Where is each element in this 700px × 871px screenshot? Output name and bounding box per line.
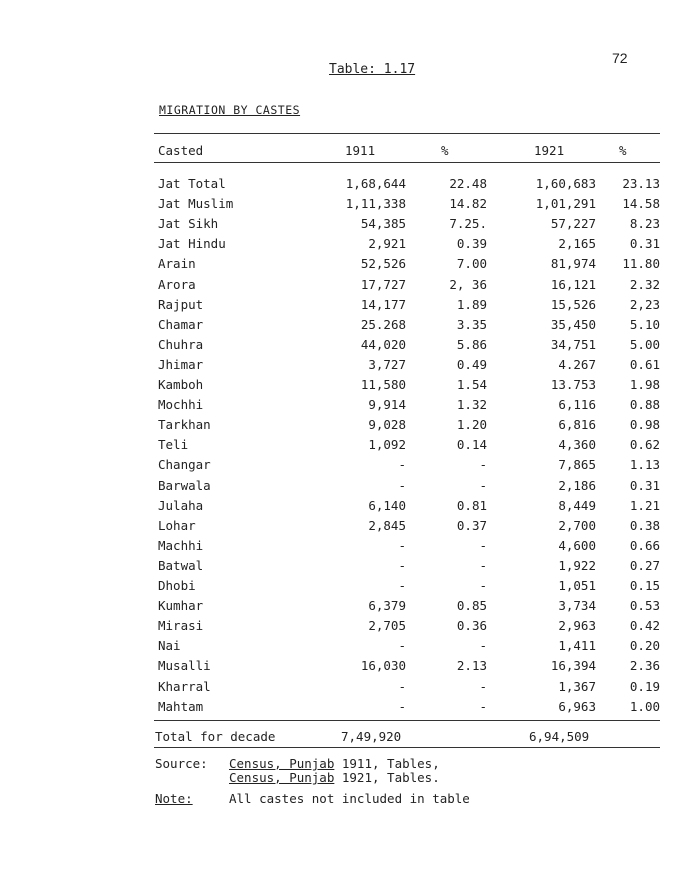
cell-1911: 52,526	[360, 256, 406, 272]
cell-1911: 1,11,338	[345, 196, 406, 212]
cell-percent-1911: 0.81	[456, 497, 487, 513]
cell-1911: -	[398, 698, 406, 714]
cell-1921: 13.753	[550, 377, 596, 392]
cell-1911: 16,030	[360, 658, 406, 674]
cell-caste: Machhi	[158, 537, 204, 553]
page-number: 72	[612, 50, 628, 66]
cell-percent-1911: 1.20	[456, 417, 487, 433]
cell-percent-1911: -	[479, 537, 487, 553]
table-row	[0, 337, 700, 357]
source-line-1	[229, 756, 440, 771]
cell-1921: 4,600	[558, 537, 596, 553]
table-row	[0, 699, 700, 719]
cell-caste: Musalli	[158, 658, 211, 674]
cell-percent-1911: 7.00	[456, 256, 487, 272]
table-row	[0, 578, 700, 598]
cell-caste: Arora	[158, 276, 196, 292]
cell-percent-1921: 0.31	[629, 477, 660, 493]
cell-caste: Mirasi	[158, 618, 204, 634]
cell-percent-1911: -	[479, 477, 487, 493]
cell-1911: -	[398, 477, 406, 493]
body-bottom-rule	[154, 720, 660, 721]
cell-1911: 2,921	[368, 236, 406, 252]
cell-1921: 57,227	[550, 216, 596, 232]
cell-percent-1911: 1.54	[456, 377, 487, 392]
header-1921: 1921	[534, 143, 565, 158]
cell-1911: -	[398, 678, 406, 694]
cell-1921: 16,121	[550, 276, 596, 292]
table-row	[0, 457, 700, 477]
cell-1911: 6,140	[368, 497, 406, 513]
cell-percent-1921: 8.23	[629, 216, 660, 232]
cell-percent-1921: 0.15	[629, 578, 660, 593]
cell-1911: 2,705	[368, 618, 406, 634]
table-row	[0, 377, 700, 397]
cell-percent-1921: 14.58	[622, 196, 660, 212]
cell-caste: Jhimar	[158, 356, 204, 372]
cell-percent-1921: 0.53	[629, 598, 660, 614]
cell-caste: Barwala	[158, 477, 211, 493]
cell-percent-1921: 5.00	[629, 336, 660, 352]
header-1911: 1911	[345, 143, 376, 158]
cell-percent-1911: 0.37	[456, 517, 487, 533]
total-label: Total for decade	[155, 729, 276, 744]
total-bottom-rule	[154, 747, 660, 748]
cell-percent-1911: 14.82	[449, 196, 487, 212]
total-row	[0, 729, 700, 749]
cell-1911: 1,092	[368, 437, 406, 453]
cell-percent-1911: 2, 36	[449, 276, 487, 292]
cell-percent-1921: 0.98	[629, 417, 660, 433]
cell-1911: 6,379	[368, 598, 406, 614]
cell-percent-1911: 7.25.	[449, 216, 487, 232]
cell-1921: 1,60,683	[535, 176, 596, 191]
cell-caste: Jat Hindu	[158, 236, 226, 252]
header-bottom-rule	[154, 162, 660, 163]
cell-caste: Kharral	[158, 678, 211, 694]
cell-1911: 44,020	[360, 336, 406, 352]
cell-caste: Tarkhan	[158, 417, 211, 433]
note-text: All castes not included in table	[229, 791, 470, 806]
table-row	[0, 176, 700, 196]
cell-1921: 6,963	[558, 698, 596, 714]
table-row	[0, 216, 700, 236]
source-label: Source:	[155, 756, 208, 771]
cell-1911: 9,914	[368, 397, 406, 413]
cell-1921: 35,450	[550, 316, 596, 332]
header-caste: Casted	[158, 143, 204, 158]
cell-percent-1921: 23.13	[622, 176, 660, 191]
cell-caste: Rajput	[158, 296, 204, 312]
header-percent-1921: %	[619, 143, 627, 158]
cell-percent-1921: 0.38	[629, 517, 660, 533]
cell-percent-1921: 1.13	[629, 457, 660, 473]
source-ref-2: Census, Punjab	[229, 770, 335, 785]
cell-1921: 8,449	[558, 497, 596, 513]
table-row	[0, 558, 700, 578]
source-rest-1: 1911, Tables,	[334, 756, 440, 771]
cell-percent-1921: 0.20	[629, 638, 660, 654]
cell-1921: 16,394	[550, 658, 596, 674]
cell-caste: Julaha	[158, 497, 204, 513]
cell-percent-1921: 0.42	[629, 618, 660, 634]
cell-caste: Arain	[158, 256, 196, 272]
cell-percent-1911: 0.39	[456, 236, 487, 252]
cell-1921: 1,01,291	[535, 196, 596, 212]
cell-percent-1911: -	[479, 457, 487, 473]
cell-percent-1921: 0.31	[629, 236, 660, 252]
cell-1911: 3,727	[368, 356, 406, 372]
cell-percent-1921: 0.62	[629, 437, 660, 453]
table-row	[0, 196, 700, 216]
cell-percent-1911: 0.49	[456, 356, 487, 372]
header-percent-1911: %	[441, 143, 449, 158]
cell-1911: -	[398, 537, 406, 553]
cell-percent-1911: 0.36	[456, 618, 487, 634]
cell-1921: 1,051	[558, 578, 596, 593]
cell-1911: 54,385	[360, 216, 406, 232]
cell-1911: -	[398, 457, 406, 473]
cell-caste: Batwal	[158, 557, 204, 573]
cell-1921: 1,367	[558, 678, 596, 694]
note-label: Note:	[155, 791, 193, 806]
cell-1921: 4.267	[558, 356, 596, 372]
cell-percent-1911: 0.85	[456, 598, 487, 614]
cell-caste: Kamboh	[158, 377, 204, 392]
source-ref-1: Census, Punjab	[229, 756, 335, 771]
table-row	[0, 417, 700, 437]
table-row	[0, 317, 700, 337]
cell-percent-1911: 5.86	[456, 336, 487, 352]
cell-percent-1911: 1.89	[456, 296, 487, 312]
cell-percent-1921: 1.98	[629, 377, 660, 392]
cell-1911: -	[398, 557, 406, 573]
table-row	[0, 357, 700, 377]
cell-caste: Nai	[158, 638, 181, 654]
cell-percent-1921: 2.32	[629, 276, 660, 292]
cell-1911: 17,727	[360, 276, 406, 292]
cell-caste: Mahtam	[158, 698, 204, 714]
cell-1921: 81,974	[550, 256, 596, 272]
cell-1921: 6,816	[558, 417, 596, 433]
cell-caste: Mochhi	[158, 397, 204, 413]
table-row	[0, 397, 700, 417]
cell-1911: 9,028	[368, 417, 406, 433]
total-1921: 6,94,509	[529, 729, 590, 744]
cell-percent-1921: 0.88	[629, 397, 660, 413]
table-row	[0, 658, 700, 678]
cell-caste: Jat Muslim	[158, 196, 234, 212]
table-row	[0, 598, 700, 618]
cell-1921: 2,963	[558, 618, 596, 634]
source-line-2	[229, 770, 440, 785]
table-row	[0, 638, 700, 658]
cell-1921: 3,734	[558, 598, 596, 614]
cell-percent-1911: -	[479, 678, 487, 694]
table-row	[0, 437, 700, 457]
cell-percent-1921: 0.66	[629, 537, 660, 553]
cell-1921: 1,411	[558, 638, 596, 654]
cell-caste: Jat Total	[158, 176, 226, 191]
table-row	[0, 277, 700, 297]
table-title: Table: 1.17	[329, 62, 416, 77]
cell-caste: Chamar	[158, 316, 204, 332]
cell-caste: Teli	[158, 437, 189, 453]
cell-percent-1921: 2,23	[629, 296, 660, 312]
cell-1921: 2,186	[558, 477, 596, 493]
table-top-rule	[154, 133, 660, 134]
cell-percent-1911: 0.14	[456, 437, 487, 453]
cell-percent-1911: -	[479, 578, 487, 593]
table-row	[0, 297, 700, 317]
cell-percent-1921: 0.27	[629, 557, 660, 573]
cell-percent-1911: -	[479, 557, 487, 573]
cell-1921: 34,751	[550, 336, 596, 352]
total-1911: 7,49,920	[341, 729, 402, 744]
cell-caste: Kumhar	[158, 598, 204, 614]
cell-percent-1921: 0.19	[629, 678, 660, 694]
table-row	[0, 538, 700, 558]
cell-caste: Lohar	[158, 517, 196, 533]
cell-percent-1921: 1.00	[629, 698, 660, 714]
cell-1911: 25.268	[360, 316, 406, 332]
cell-1921: 2,165	[558, 236, 596, 252]
cell-1921: 2,700	[558, 517, 596, 533]
table-row	[0, 679, 700, 699]
table-row	[0, 618, 700, 638]
cell-percent-1911: 1.32	[456, 397, 487, 413]
source-rest-2: 1921, Tables.	[334, 770, 440, 785]
cell-1921: 15,526	[550, 296, 596, 312]
cell-caste: Dhobi	[158, 578, 196, 593]
cell-1911: 1,68,644	[345, 176, 406, 191]
cell-caste: Changar	[158, 457, 211, 473]
cell-1911: 14,177	[360, 296, 406, 312]
cell-caste: Jat Sikh	[158, 216, 219, 232]
cell-1911: -	[398, 638, 406, 654]
table-header	[0, 143, 700, 163]
cell-1921: 1,922	[558, 557, 596, 573]
table-row	[0, 498, 700, 518]
cell-percent-1921: 2.36	[629, 658, 660, 674]
table-row	[0, 518, 700, 538]
table-row	[0, 236, 700, 256]
cell-percent-1921: 0.61	[629, 356, 660, 372]
table-row	[0, 256, 700, 276]
cell-1921: 7,865	[558, 457, 596, 473]
cell-percent-1911: 22.48	[449, 176, 487, 191]
cell-1911: -	[398, 578, 406, 593]
section-heading: MIGRATION BY CASTES	[159, 103, 301, 117]
cell-percent-1921: 1.21	[629, 497, 660, 513]
cell-percent-1911: -	[479, 638, 487, 654]
cell-1921: 6,116	[558, 397, 596, 413]
cell-percent-1921: 5.10	[629, 316, 660, 332]
cell-1911: 11,580	[360, 377, 406, 392]
cell-1921: 4,360	[558, 437, 596, 453]
table-row	[0, 478, 700, 498]
cell-1911: 2,845	[368, 517, 406, 533]
cell-percent-1911: 2.13	[456, 658, 487, 674]
cell-percent-1911: 3.35	[456, 316, 487, 332]
cell-caste: Chuhra	[158, 336, 204, 352]
cell-percent-1921: 11.80	[622, 256, 660, 272]
cell-percent-1911: -	[479, 698, 487, 714]
